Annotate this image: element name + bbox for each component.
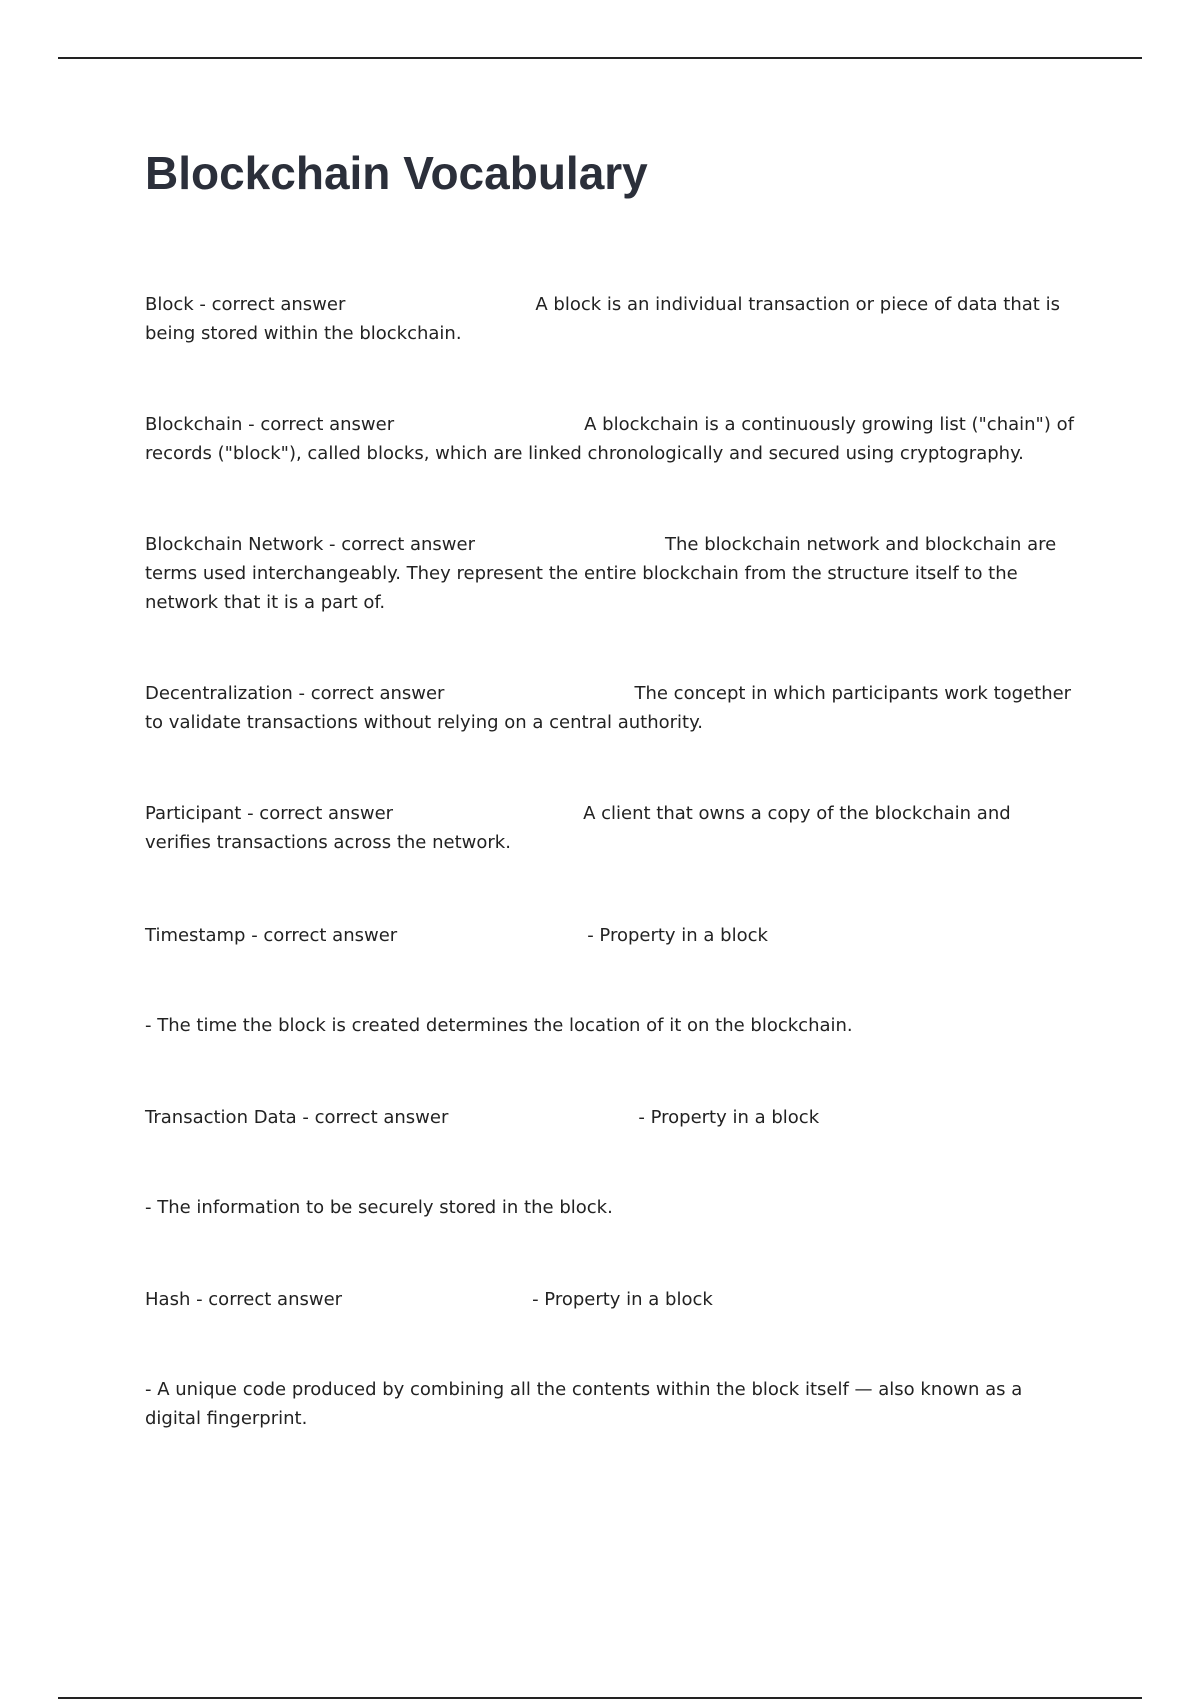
entry-term: Transaction Data - correct answer [145, 1107, 449, 1128]
entry-term: Blockchain Network - correct answer [145, 534, 476, 555]
entry-definition: The concept in which participants work together to validate transactions without relying on a central authority. [145, 683, 1072, 733]
vocab-entry-blockchain-network [145, 530, 1080, 617]
hash-detail: - A unique code produced by combining all the contents within the block itself — also known as a digital fingerprint. [145, 1379, 1023, 1429]
entry-definition: - Property in a block [638, 1107, 820, 1128]
vocab-entry-hash [145, 1285, 1080, 1314]
vocab-entry-participant [145, 799, 1080, 857]
entry-term: Blockchain - correct answer [145, 414, 395, 435]
vocab-entry-transaction-data [145, 1103, 1080, 1132]
entry-term: Participant - correct answer [145, 803, 394, 824]
entry-definition: - Property in a block [532, 1289, 713, 1310]
top-rule [58, 57, 1142, 59]
bottom-rule [58, 1697, 1142, 1699]
entry-term: Block - correct answer [145, 294, 346, 315]
entry-term: Hash - correct answer [145, 1289, 343, 1310]
vocab-entry-blockchain [145, 410, 1080, 468]
transaction-data-detail: - The information to be securely stored in the block. [145, 1197, 613, 1218]
vocab-entry-block [145, 290, 1080, 348]
entry-term: Decentralization - correct answer [145, 683, 445, 704]
timestamp-detail: - The time the block is created determines the location of it on the blockchain. [145, 1015, 853, 1036]
entry-definition: A block is an individual transaction or piece of data that is being stored within the blockchain. [145, 294, 1060, 344]
vocab-entry-decentralization [145, 679, 1080, 737]
entry-definition: The blockchain network and blockchain are terms used interchangeably. They represent the entire blockchain from the structure itself to the network that it is a part of. [145, 534, 1057, 613]
document-title: Blockchain Vocabulary [145, 147, 648, 199]
entry-definition: A blockchain is a continuously growing list ("chain") of records ("block"), called blocks, which are linked chronologically and secured using cryptography. [145, 414, 1074, 464]
vocab-entry-timestamp [145, 921, 1080, 950]
entry-definition: - Property in a block [587, 925, 768, 946]
entry-term: Timestamp - correct answer [145, 925, 398, 946]
entry-definition: A client that owns a copy of the blockchain and verifies transactions across the network. [145, 803, 1011, 853]
